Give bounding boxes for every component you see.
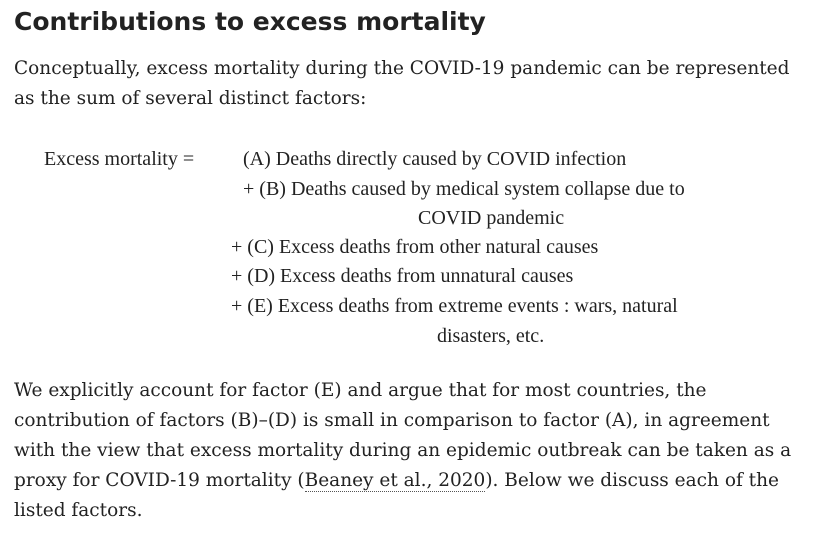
paragraph-line: contribution of factors (B)–(D) is small in comparison to factor (A), in agreement	[14, 410, 770, 431]
equation-lhs: Excess mortality =	[44, 148, 195, 170]
equation-term-c: + (C) Excess deaths from other natural causes	[231, 236, 599, 258]
citation-link[interactable]: Beaney et al., 2020	[304, 470, 486, 491]
paragraph-line	[14, 466, 791, 496]
section-heading: Contributions to excess mortality	[14, 7, 486, 36]
intro-paragraph	[14, 54, 789, 114]
excess-mortality-equation	[0, 143, 839, 353]
equation-term-b: + (B) Deaths caused by medical system collapse due to	[243, 178, 685, 200]
discussion-paragraph	[14, 376, 791, 526]
equation-term-d: + (D) Excess deaths from unnatural causes	[231, 265, 574, 287]
equation-term-b-continued: COVID pandemic	[418, 207, 565, 229]
intro-line: Conceptually, excess mortality during the COVID-19 pandemic can be represented	[14, 58, 790, 79]
equation-term-e: + (E) Excess deaths from extreme events : wars, natural	[231, 295, 678, 317]
paragraph-text: proxy for COVID-19 mortality (	[14, 470, 305, 491]
paragraph-line: with the view that excess mortality during an epidemic outbreak can be taken as a	[14, 440, 792, 461]
paragraph-line: We explicitly account for factor (E) and argue that for most countries, the	[14, 380, 707, 401]
equation-term-e-continued: disasters, etc.	[437, 325, 545, 347]
intro-line: as the sum of several distinct factors:	[14, 88, 367, 109]
equation-term-a: (A) Deaths directly caused by COVID infection	[243, 148, 627, 170]
paragraph-text: ). Below we discuss each of the	[485, 470, 779, 491]
paragraph-line: listed factors.	[14, 500, 143, 521]
